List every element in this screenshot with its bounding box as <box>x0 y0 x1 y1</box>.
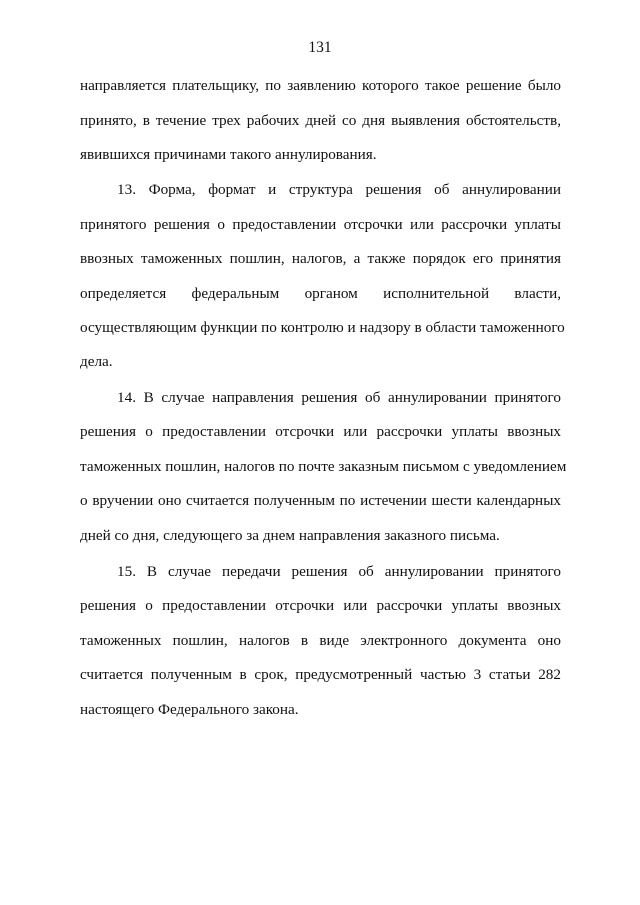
paragraph-line: явившихся причинами такого аннулирования. <box>80 146 377 163</box>
paragraph-line: 15. В случае передачи решения об аннулировании принятого <box>117 563 561 580</box>
paragraph-line: ввозных таможенных пошлин, налогов, а также порядок его принятия <box>80 250 561 267</box>
paragraph-line: считается полученным в срок, предусмотренный частью 3 статьи 282 <box>80 666 561 683</box>
paragraph-line: определяется федеральным органом исполнительной власти, <box>80 285 561 302</box>
paragraph-line: таможенных пошлин, налогов в виде электронного документа оно <box>80 632 561 649</box>
paragraph-line: настоящего Федерального закона. <box>80 701 299 718</box>
paragraph-line: дней со дня, следующего за днем направления заказного письма. <box>80 527 500 544</box>
paragraph-line: направляется плательщику, по заявлению которого такое решение было <box>80 77 561 94</box>
paragraph-line: принятого решения о предоставлении отсрочки или рассрочки уплаты <box>80 216 561 233</box>
paragraph-line: 13. Форма, формат и структура решения об аннулировании <box>117 181 561 198</box>
page-number: 131 <box>308 39 332 56</box>
paragraph-line: 14. В случае направления решения об аннулировании принятого <box>117 389 561 406</box>
paragraph-line: принято, в течение трех рабочих дней со дня выявления обстоятельств, <box>80 112 561 129</box>
paragraph-line: решения о предоставлении отсрочки или рассрочки уплаты ввозных <box>80 597 561 614</box>
paragraph-line: решения о предоставлении отсрочки или рассрочки уплаты ввозных <box>80 423 561 440</box>
paragraph-line: таможенных пошлин, налогов по почте заказным письмом с уведомлением <box>80 458 567 475</box>
paragraph-line: о вручении оно считается полученным по истечении шести календарных <box>80 492 561 509</box>
paragraph-line: осуществляющим функции по контролю и надзору в области таможенного <box>80 319 565 336</box>
paragraph-line: дела. <box>80 353 113 370</box>
